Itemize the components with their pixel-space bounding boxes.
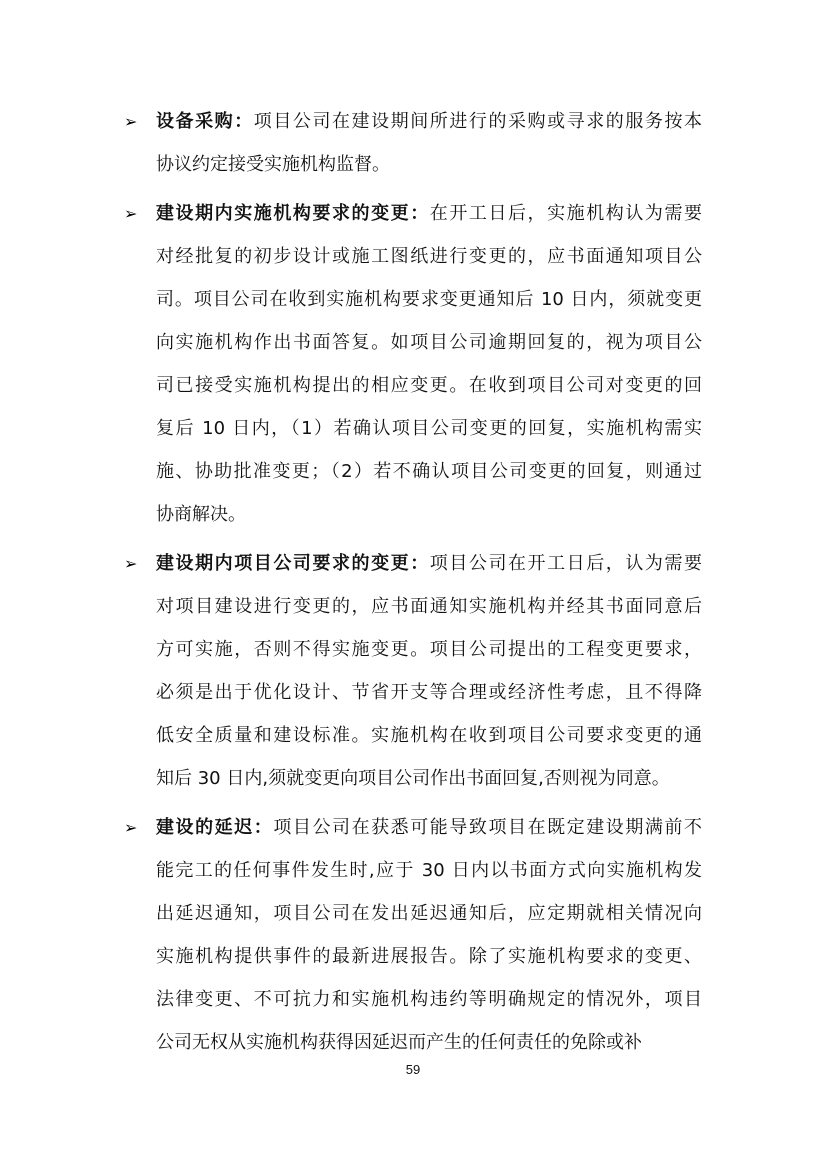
text-line <box>156 450 702 493</box>
line-text: 项目公司在建设期间所进行的采购或寻求的服务按本 <box>253 111 703 132</box>
arrowhead-bullet-icon: ➢ <box>124 818 138 837</box>
arrowhead-bullet-icon: ➢ <box>124 554 138 573</box>
text-line <box>156 806 702 849</box>
text-line <box>156 321 702 364</box>
line-text: 施、协助批准变更；（2）若不确认项目公司变更的回复，则通过 <box>156 461 702 482</box>
arrowhead-bullet-icon: ➢ <box>124 204 138 223</box>
text-line <box>156 978 702 1021</box>
text-line <box>156 849 702 892</box>
text-line <box>156 1021 702 1064</box>
text-line <box>156 671 702 714</box>
text-line <box>156 235 702 278</box>
text-line <box>156 364 702 407</box>
text-line <box>156 628 702 671</box>
text-line <box>156 493 702 536</box>
arrowhead-bullet-icon: ➢ <box>124 112 138 131</box>
line-text: 对经批复的初步设计或施工图纸进行变更的，应书面通知项目公 <box>156 246 702 267</box>
line-text: 必须是出于优化设计、节省开支等合理或经济性考虑，且不得降 <box>156 682 702 703</box>
line-text: 出延迟通知，项目公司在发出延迟通知后，应定期就相关情况向 <box>156 903 702 924</box>
item-title: 建设期内项目公司要求的变更： <box>156 553 430 574</box>
text-line <box>156 278 702 321</box>
line-text: 复后 10 日内，（1）若确认项目公司变更的回复，实施机构需实 <box>156 418 702 439</box>
text-line <box>156 892 702 935</box>
text-line <box>156 100 702 143</box>
line-text: 在开工日后，实施机构认为需要 <box>429 203 703 224</box>
text-line <box>156 585 702 628</box>
page-number: 59 <box>405 1062 421 1077</box>
text-line <box>156 407 702 450</box>
line-text: 协商解决。 <box>156 504 246 525</box>
line-text: 项目公司在获悉可能导致项目在既定建设期满前不 <box>273 817 703 838</box>
line-text: 对项目建设进行变更的，应书面通知实施机构并经其书面同意后 <box>156 596 702 617</box>
line-text: 司已接受实施机构提出的相应变更。在收到项目公司对变更的回 <box>156 375 702 396</box>
line-text: 公司无权从实施机构获得因延迟而产生的任何责任的免除或补 <box>156 1032 642 1053</box>
bullet-item <box>124 806 704 1064</box>
line-text: 知后 30 日内,须就变更向项目公司作出书面回复,否则视为同意。 <box>156 768 670 789</box>
line-text: 司。项目公司在收到实施机构要求变更通知后 10 日内，须就变更 <box>156 289 702 310</box>
text-line <box>156 757 702 800</box>
bullet-item <box>124 542 704 800</box>
line-text: 协议约定接受实施机构监督。 <box>156 154 390 175</box>
item-title: 建设期内实施机构要求的变更： <box>156 203 430 224</box>
line-text: 实施机构提供事件的最新进展报告。除了实施机构要求的变更、 <box>156 946 702 967</box>
document-body <box>124 100 704 1070</box>
item-title: 建设的延迟： <box>156 817 274 838</box>
line-text: 能完工的任何事件发生时,应于 30 日内以书面方式向实施机构发 <box>156 860 702 881</box>
bullet-item <box>124 192 704 536</box>
text-line <box>156 192 702 235</box>
bullet-item <box>124 100 704 186</box>
line-text: 低安全质量和建设标准。实施机构在收到项目公司要求变更的通 <box>156 725 702 746</box>
line-text: 法律变更、不可抗力和实施机构违约等明确规定的情况外，项目 <box>156 989 702 1010</box>
text-line <box>156 143 702 186</box>
text-line <box>156 935 702 978</box>
text-line <box>156 714 702 757</box>
line-text: 项目公司在开工日后，认为需要 <box>429 553 703 574</box>
item-title: 设备采购： <box>156 111 254 132</box>
line-text: 方可实施，否则不得实施变更。项目公司提出的工程变更要求， <box>156 639 702 660</box>
line-text: 向实施机构作出书面答复。如项目公司逾期回复的，视为项目公 <box>156 332 702 353</box>
text-line <box>156 542 702 585</box>
